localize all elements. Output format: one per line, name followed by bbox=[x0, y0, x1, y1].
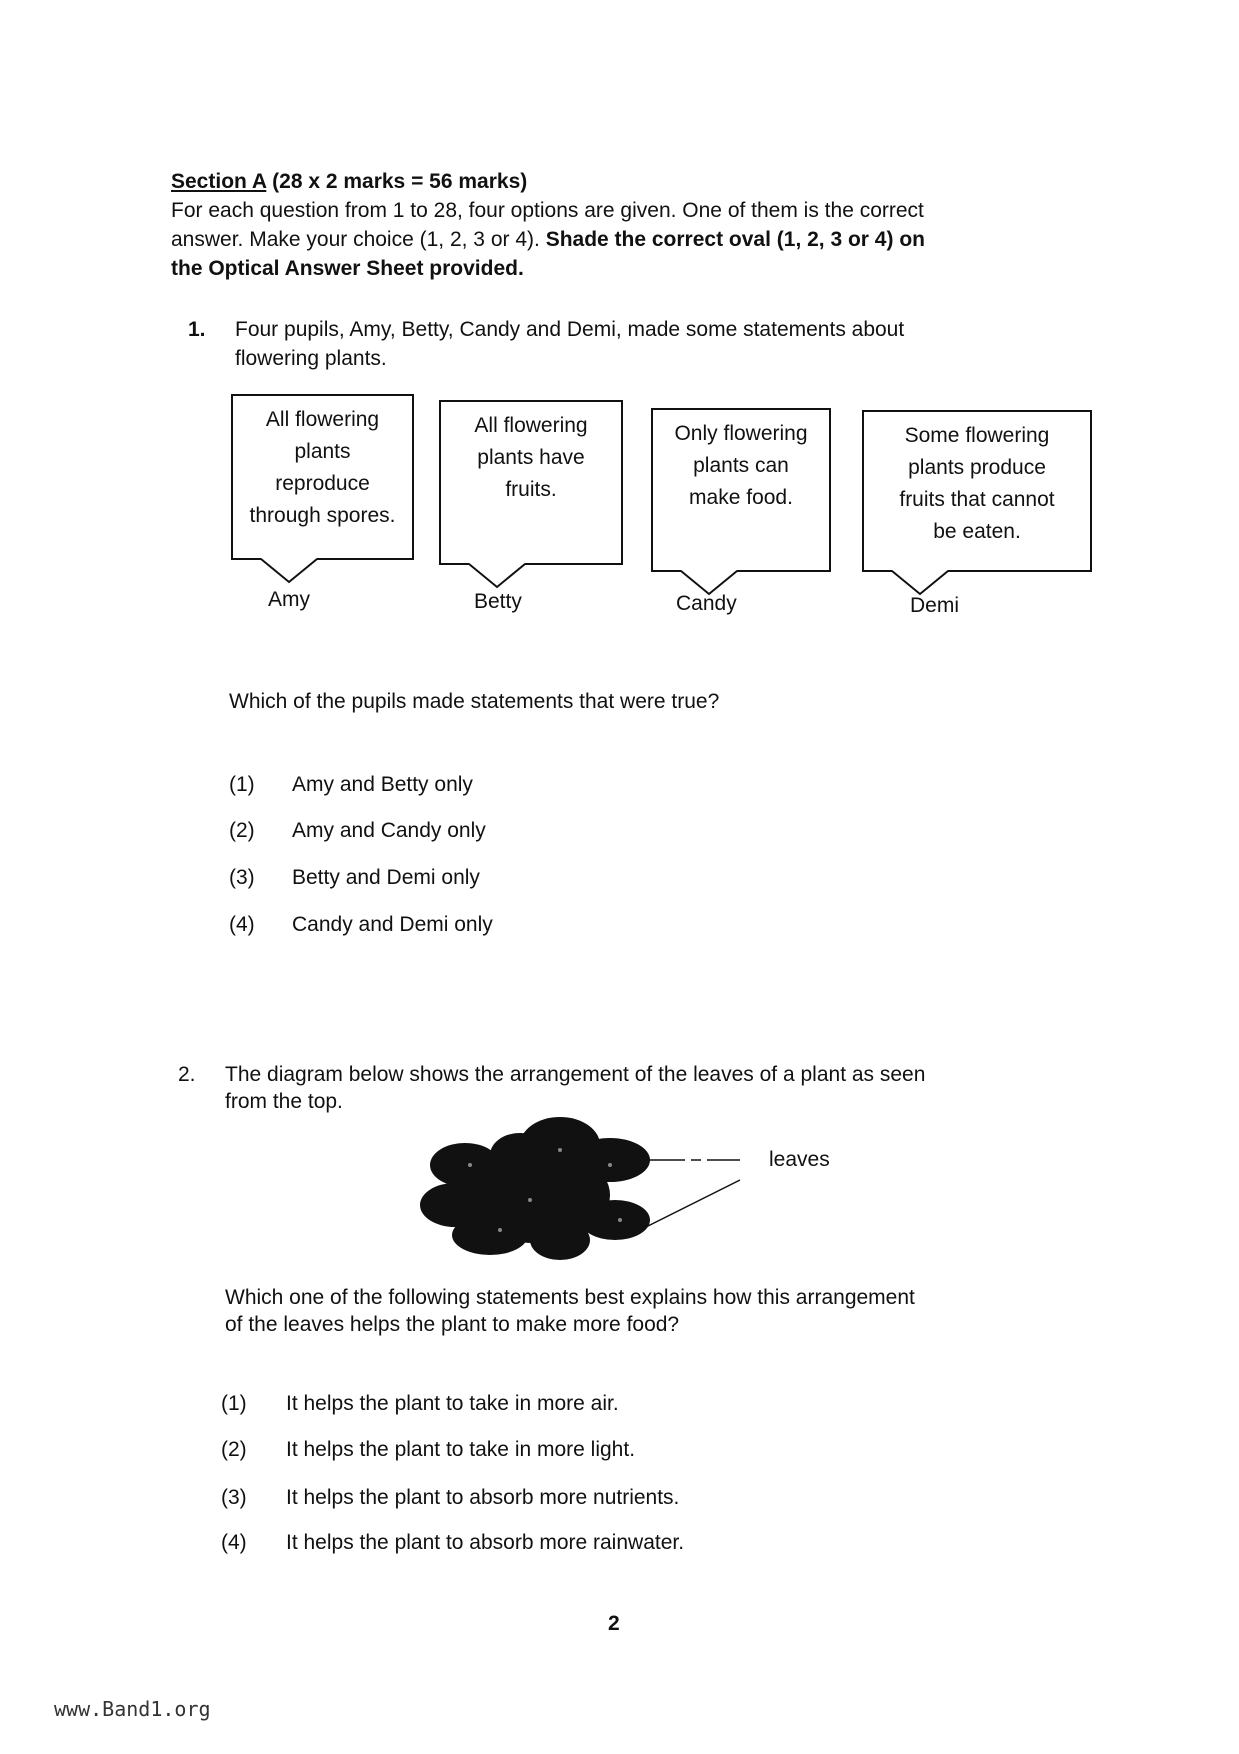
option-text: Betty and Demi only bbox=[292, 866, 480, 889]
bubble-line: be eaten. bbox=[933, 520, 1021, 543]
q1-stem-line2: flowering plants. bbox=[235, 347, 387, 370]
intro-text: answer. Make your choice (1, 2, 3 or 4). bbox=[171, 228, 540, 251]
bubble-line: Only flowering bbox=[674, 422, 808, 445]
intro-line-1: For each question from 1 to 28, four options are given. One of them is the correct bbox=[171, 199, 924, 222]
plant-leaves-diagram bbox=[410, 1110, 770, 1260]
q1-number: 1. bbox=[188, 318, 206, 341]
bubble-line: through spores. bbox=[249, 504, 396, 527]
q2-number: 2. bbox=[178, 1063, 196, 1086]
option-text: It helps the plant to take in more light. bbox=[286, 1438, 636, 1461]
q1-stem-line1: Four pupils, Amy, Betty, Candy and Demi, made some statements about bbox=[235, 318, 905, 341]
option-text: Candy and Demi only bbox=[292, 913, 493, 936]
intro-line-3: the Optical Answer Sheet provided. bbox=[171, 257, 524, 280]
option-number: (1) bbox=[229, 773, 255, 796]
option-text: It helps the plant to take in more air. bbox=[286, 1392, 619, 1415]
bubble-line: Some flowering bbox=[904, 424, 1050, 447]
q1-question: Which of the pupils made statements that were true? bbox=[229, 690, 720, 713]
option-text: Amy and Candy only bbox=[292, 819, 486, 842]
leaves-label: leaves bbox=[769, 1148, 830, 1171]
bubble-tail bbox=[892, 570, 952, 596]
section-marks: (28 x 2 marks = 56 marks) bbox=[272, 170, 528, 193]
speech-bubble-demi bbox=[862, 410, 1092, 572]
q2-question-line1: Which one of the following statements best explains how this arrangement bbox=[225, 1286, 915, 1309]
speech-bubble-candy bbox=[651, 408, 831, 572]
bubble-line: All flowering bbox=[265, 408, 380, 431]
option-text: It helps the plant to absorb more rainwater. bbox=[286, 1531, 685, 1554]
option-number: (4) bbox=[229, 913, 255, 936]
speech-bubble-amy bbox=[231, 394, 414, 560]
page-number: 2 bbox=[608, 1612, 620, 1635]
bubble-line: plants can bbox=[693, 454, 789, 477]
bubble-line: All flowering bbox=[474, 414, 588, 437]
pupil-name: Betty bbox=[474, 590, 522, 613]
section-heading bbox=[171, 170, 527, 194]
bubble-tail bbox=[261, 558, 321, 584]
option-text: It helps the plant to absorb more nutrients. bbox=[286, 1486, 680, 1509]
intro-line-2 bbox=[171, 228, 925, 252]
option-number: (2) bbox=[221, 1438, 247, 1461]
option-text: Amy and Betty only bbox=[292, 773, 473, 796]
option-number: (3) bbox=[221, 1486, 247, 1509]
option-number: (4) bbox=[221, 1531, 247, 1554]
watermark: www.Band1.org bbox=[54, 1697, 211, 1721]
option-number: (3) bbox=[229, 866, 255, 889]
option-number: (2) bbox=[229, 819, 255, 842]
speech-bubble-betty bbox=[439, 400, 623, 565]
bubble-line: reproduce bbox=[275, 472, 370, 495]
bubble-line: plants produce bbox=[908, 456, 1046, 479]
q2-stem-line1: The diagram below shows the arrangement of the leaves of a plant as seen bbox=[225, 1063, 926, 1086]
q2-stem-line2: from the top. bbox=[225, 1090, 343, 1113]
pupil-name: Candy bbox=[676, 592, 737, 615]
pupil-name: Amy bbox=[268, 588, 310, 611]
section-title: Section A bbox=[171, 170, 267, 193]
bubble-line: make food. bbox=[689, 486, 793, 509]
bubble-line: fruits that cannot bbox=[899, 488, 1055, 511]
option-number: (1) bbox=[221, 1392, 247, 1415]
pupil-name: Demi bbox=[910, 594, 960, 617]
bubble-tail bbox=[469, 563, 529, 589]
q2-question-line2: of the leaves helps the plant to make more food? bbox=[225, 1313, 680, 1336]
bubble-line: fruits. bbox=[505, 478, 557, 501]
bubble-line: plants bbox=[294, 440, 351, 463]
bubble-line: plants have bbox=[477, 446, 585, 469]
intro-instruction: Shade the correct oval (1, 2, 3 or 4) on bbox=[545, 228, 925, 251]
